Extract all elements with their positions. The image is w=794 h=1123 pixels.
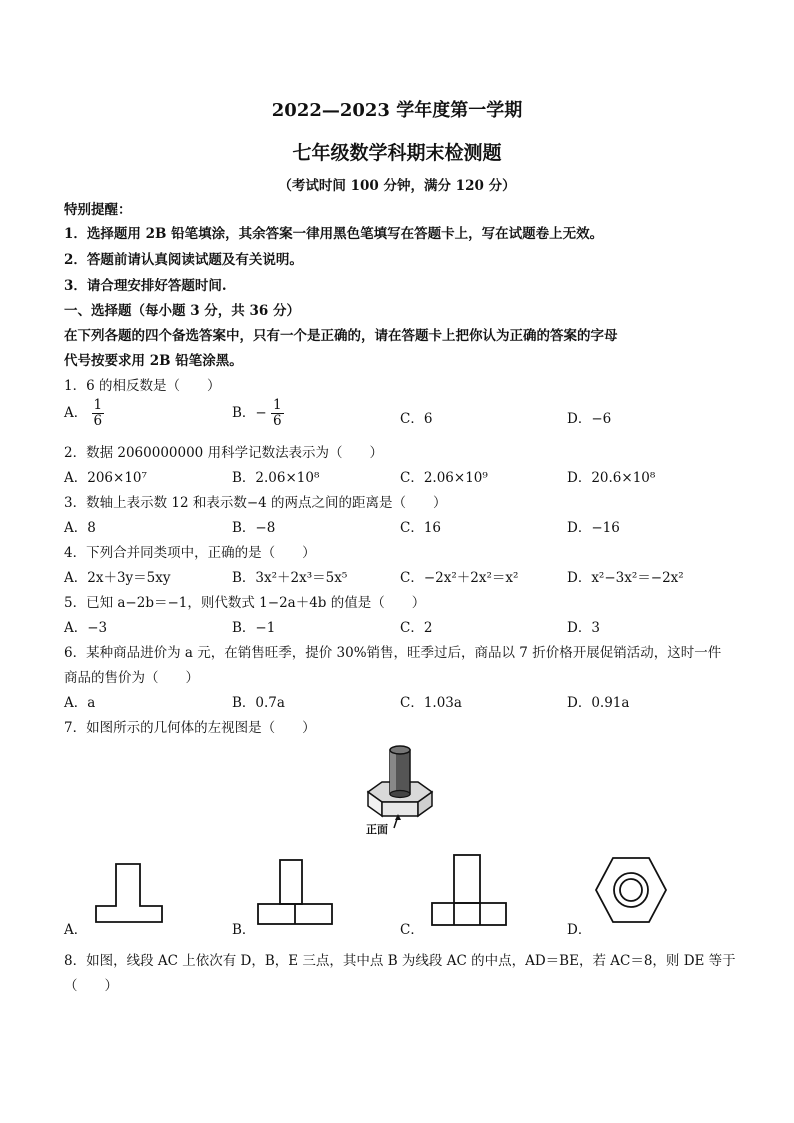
notice-item-1: 1．选择题用 2B 铅笔填涂，其余答案一律用黑色笔填写在答题卡上，写在试题卷上无效。 [64, 226, 604, 242]
q8-stem-1: 8．如图，线段 AC 上依次有 D，B，E 三点，其中点 B 为线段 AC 的中点，AD＝BE，若 AC＝8，则 DE 等于 [64, 953, 736, 969]
section1-heading: 一、选择题（每小题 3 分，共 36 分） [64, 303, 300, 319]
q7-option-b: B． [232, 922, 256, 938]
q1-option-c: C．6 [400, 411, 433, 427]
q3-option-b: B．−8 [232, 520, 276, 536]
q1-option-a: A． $\frac{1}{6}$ [64, 397, 103, 429]
q1-b-fraction: $\frac{1}{6}$ [273, 397, 282, 429]
q7-front-label: 正面 [366, 823, 388, 836]
q7-option-b-shape [256, 858, 336, 926]
q7-option-c-shape [430, 853, 510, 927]
q5-option-d: D．3 [567, 620, 600, 636]
q7-option-c: C． [400, 922, 424, 938]
section1-instruction-2: 代号按要求用 2B 铅笔涂黑。 [64, 353, 243, 369]
q7-option-a-shape [94, 862, 164, 924]
q4-option-d: D．x²−3x²＝−2x² [567, 570, 684, 586]
notice-item-3: 3．请合理安排好答题时间. [64, 278, 227, 294]
notice-heading: 特别提醒： [64, 202, 132, 218]
q5-option-b: B．−1 [232, 620, 276, 636]
q6-stem-1: 6．某种商品进价为 a 元，在销售旺季，提价 30%销售，旺季过后，商品以 7 折价格开展促销活动，这时一件 [64, 645, 722, 661]
q4-option-c: C．−2x²＋2x²＝x² [400, 570, 519, 586]
exam-title: 七年级数学科期末检测题 [292, 142, 502, 164]
q1-stem: 1．6 的相反数是（ ） [64, 378, 221, 394]
q6-option-b: B．0.7a [232, 695, 285, 711]
q1-a-fraction: $\frac{1}{6}$ [93, 397, 103, 429]
q2-stem: 2．数据 2060000000 用科学记数法表示为（ ） [64, 445, 384, 461]
q4-option-b: B．3x²＋2x³＝5x⁵ [232, 570, 348, 586]
q7-option-a: A． [64, 922, 88, 938]
q1-option-b: B．− $\frac{1}{6}$ [232, 397, 282, 429]
q7-option-d-shape [594, 856, 668, 924]
q6-option-d: D．0.91a [567, 695, 630, 711]
q4-option-a: A．2x＋3y＝5xy [64, 570, 171, 586]
exam-term-title: 2022—2023 学年度第一学期 [271, 100, 523, 121]
q3-stem: 3．数轴上表示数 12 和表示数−4 的两点之间的距离是（ ） [64, 495, 447, 511]
q6-option-c: C．1.03a [400, 695, 462, 711]
q3-option-d: D．−16 [567, 520, 620, 536]
q3-option-c: C．16 [400, 520, 442, 536]
q1-option-d: D．−6 [567, 411, 612, 427]
notice-item-2: 2．答题前请认真阅读试题及有关说明。 [64, 252, 303, 268]
exam-time-note: （考试时间 100 分钟，满分 120 分） [278, 178, 516, 194]
q8-stem-2: （ ） [64, 978, 118, 994]
q5-stem: 5．已知 a−2b＝−1，则代数式 1−2a＋4b 的值是（ ） [64, 595, 426, 611]
q3-option-a: A．8 [64, 520, 96, 536]
q6-stem-2: 商品的售价为（ ） [64, 670, 199, 686]
q2-option-d: D．20.6×10⁸ [567, 470, 656, 486]
q7-stem: 7．如图所示的几何体的左视图是（ ） [64, 720, 316, 736]
q2-option-a: A．206×10⁷ [64, 470, 147, 486]
q2-option-b: B．2.06×10⁸ [232, 470, 320, 486]
q5-option-a: A．−3 [64, 620, 108, 636]
section1-instruction-1: 在下列各题的四个备选答案中，只有一个是正确的，请在答题卡上把你认为正确的答案的字母 [64, 328, 618, 344]
q6-option-a: A．a [64, 695, 96, 711]
q2-option-c: C．2.06×10⁹ [400, 470, 488, 486]
q7-option-d: D． [567, 922, 592, 938]
q4-stem: 4．下列合并同类项中，正确的是（ ） [64, 545, 316, 561]
q5-option-c: C．2 [400, 620, 433, 636]
